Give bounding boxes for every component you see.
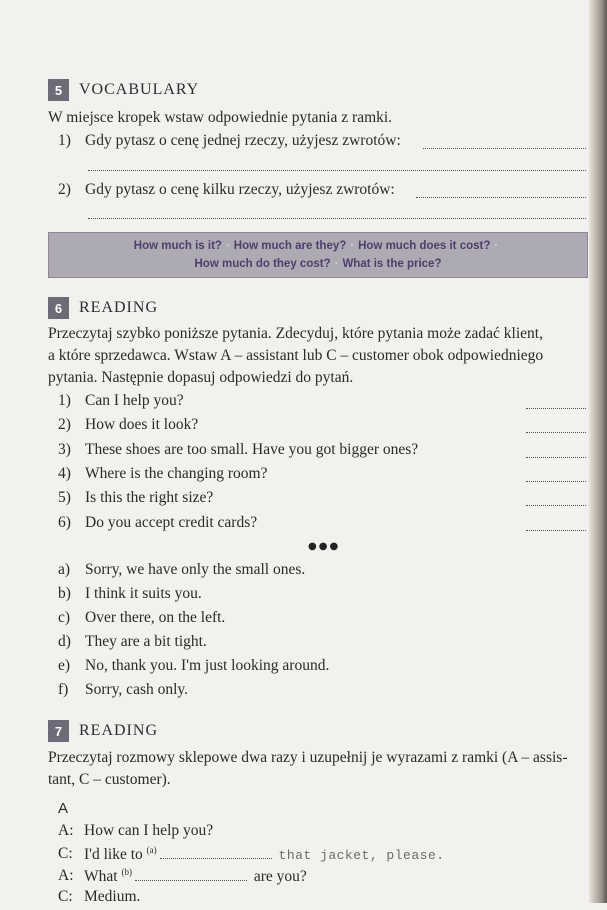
phrase: How much does it cost? [358, 240, 491, 252]
section-6-number: 6 [48, 297, 69, 319]
speaker-label: C: [58, 845, 73, 862]
answer-letter: e) [58, 657, 71, 674]
section-7-instruction-line-2: tant, C – customer). [48, 771, 171, 788]
question-text: Can I help you? [85, 392, 184, 409]
question-answer-blank-4[interactable] [526, 481, 586, 482]
gap-label-b: (b) [121, 867, 132, 877]
question-number: 4) [58, 465, 71, 482]
dialogue-text [84, 845, 445, 864]
dialogue-text-pre: I'd like to [84, 846, 143, 864]
section-7-header [48, 720, 158, 742]
question-number: 3) [58, 441, 71, 458]
answer-letter: d) [58, 633, 71, 650]
answer-letter: b) [58, 585, 71, 602]
section-6-header [48, 297, 158, 319]
answer-text: I think it suits you. [85, 585, 202, 602]
speaker-label: A: [58, 867, 74, 884]
phrase-box-row-2 [49, 258, 587, 270]
gap-b-blank[interactable] [135, 880, 247, 881]
question-text: Where is the changing room? [85, 465, 268, 482]
question-text: How does it look? [85, 416, 199, 433]
answer-text: Sorry, we have only the small ones. [85, 561, 306, 578]
vocab-answer-line-2b[interactable] [88, 218, 586, 219]
phrase: How much is it? [133, 240, 222, 252]
dialogue-text [84, 867, 307, 886]
question-text: Is this the right size? [85, 489, 214, 506]
question-number: 2) [58, 416, 71, 433]
question-answer-blank-6[interactable] [526, 530, 586, 531]
phrase-separator: · [494, 240, 499, 252]
section-5-instruction: W miejsce kropek wstaw odpowiednie pytania z ramki. [48, 109, 393, 126]
vocab-item-number: 2) [58, 181, 71, 198]
gap-a-blank[interactable] [160, 858, 272, 859]
answer-letter: f) [58, 681, 69, 698]
dialogue-text-post: are you? [253, 868, 307, 886]
question-answer-blank-2[interactable] [526, 432, 586, 433]
question-text: Do you accept credit cards? [85, 514, 258, 531]
section-6-instruction-line-3: pytania. Następnie dopasuj odpowiedzi do pytań. [48, 369, 354, 386]
answer-text: No, thank you. I'm just looking around. [85, 657, 330, 674]
section-6-instruction-line-2: a które sprzedawca. Wstaw A – assistant lub C – customer obok odpowiedniego [48, 347, 544, 364]
section-5-header [48, 79, 199, 101]
section-7-title: READING [79, 722, 158, 739]
question-answer-blank-5[interactable] [526, 505, 586, 506]
answer-letter: a) [58, 561, 71, 578]
dialogue-a-heading: A [58, 800, 69, 817]
dialogue-text-pre: What [84, 868, 118, 886]
section-5-title: VOCABULARY [79, 81, 200, 98]
section-7-number: 7 [48, 720, 69, 742]
separator-dots: ●●● [308, 541, 341, 552]
page-edge-shadow [589, 0, 607, 903]
answer-text: Sorry, cash only. [85, 681, 189, 698]
answer-text: Over there, on the left. [85, 609, 226, 626]
section-5-number: 5 [48, 79, 69, 101]
speaker-label: C: [58, 888, 73, 905]
vocab-item-text: Gdy pytasz o cenę kilku rzeczy, użyjesz zwrotów: [85, 181, 395, 198]
dialogue-text: Medium. [84, 888, 141, 905]
speaker-label: A: [58, 822, 74, 839]
section-6-instruction-line-1: Przeczytaj szybko poniższe pytania. Zdecyduj, które pytania może zadać klient, [48, 325, 543, 342]
question-number: 5) [58, 489, 71, 506]
question-number: 1) [58, 392, 71, 409]
phrase-separator: · [350, 240, 355, 252]
phrase: What is the price? [342, 258, 442, 270]
vocab-item-text: Gdy pytasz o cenę jednej rzeczy, użyjesz zwrotów: [85, 132, 401, 149]
phrase: How much do they cost? [194, 258, 331, 270]
gap-label-a: (a) [146, 845, 157, 855]
dialogue-text-post: that jacket, please. [278, 848, 445, 864]
section-6-title: READING [79, 299, 158, 316]
vocab-answer-line-2a[interactable] [416, 197, 586, 198]
vocab-answer-line-1b[interactable] [88, 170, 586, 171]
vocab-item-number: 1) [58, 132, 71, 149]
question-answer-blank-1[interactable] [526, 408, 586, 409]
vocab-phrase-box [48, 232, 588, 278]
section-7-instruction-line-1: Przeczytaj rozmowy sklepowe dwa razy i uzupełnij je wyrazami z ramki (A – assis- [48, 749, 568, 766]
answer-text: They are a bit tight. [85, 633, 207, 650]
vocab-answer-line-1a[interactable] [423, 148, 586, 149]
phrase: How much are they? [233, 240, 347, 252]
question-answer-blank-3[interactable] [526, 457, 586, 458]
answer-letter: c) [58, 609, 71, 626]
phrase-separator: · [225, 240, 230, 252]
dialogue-text: How can I help you? [84, 822, 214, 839]
question-number: 6) [58, 514, 71, 531]
phrase-box-row-1 [49, 240, 587, 252]
question-text: These shoes are too small. Have you got bigger ones? [85, 441, 419, 458]
phrase-separator: · [334, 258, 339, 270]
